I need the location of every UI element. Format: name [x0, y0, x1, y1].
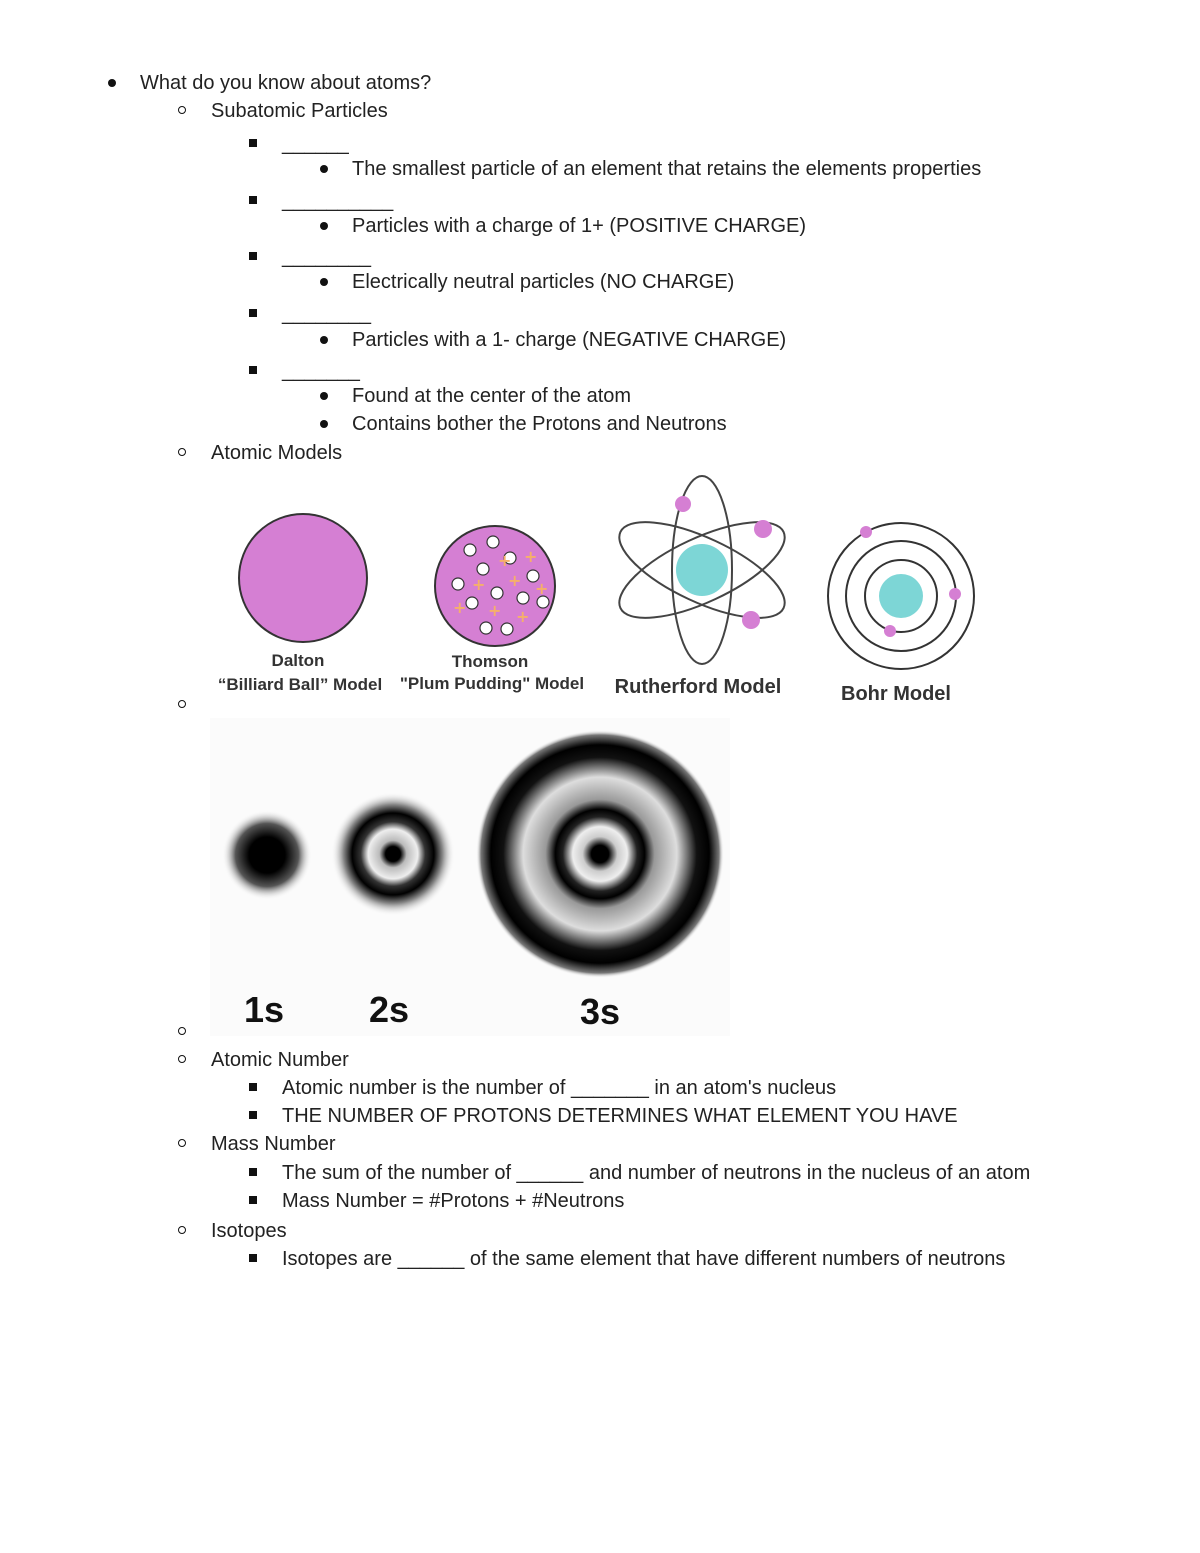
blank-line: ________	[282, 246, 371, 268]
dalton-ball	[239, 514, 367, 642]
svg-text:+: +	[508, 571, 522, 590]
bullet-square-icon	[249, 366, 257, 374]
blank-line: __________	[282, 190, 394, 212]
definition-text: Particles with a charge of 1+ (POSITIVE CHARGE)	[352, 215, 807, 237]
rutherford-electron	[754, 520, 772, 538]
bullet-disc-icon	[320, 278, 328, 286]
definition-text: Isotopes are ______ of the same element that have different numbers of neutrons	[282, 1248, 1006, 1270]
orbital-1s-label: 1s	[243, 989, 285, 1030]
definition-text: The sum of the number of ______ and number of neutrons in the nucleus of an atom	[282, 1162, 1031, 1184]
definition-text: Mass Number = #Protons + #Neutrons	[282, 1190, 625, 1212]
rutherford-electron	[675, 496, 691, 512]
bohr-electron	[860, 526, 872, 538]
section-heading: Isotopes	[211, 1220, 287, 1242]
blank-line: ______	[282, 133, 349, 155]
section-heading: Atomic Number	[211, 1049, 349, 1071]
bullet-square-icon	[249, 1196, 257, 1204]
bullet-square-icon	[249, 1111, 257, 1119]
thomson-caption: Thomson	[451, 652, 529, 671]
blank-line: _______	[282, 360, 360, 382]
bullet-disc-icon	[320, 420, 328, 428]
svg-text:+: +	[453, 598, 467, 617]
question-text: What do you know about atoms?	[140, 72, 432, 94]
section-heading: Mass Number	[211, 1133, 336, 1155]
svg-text:+: +	[498, 551, 512, 570]
bullet-square-icon	[249, 1168, 257, 1176]
dalton-subcaption: “Billiard Ball” Model	[217, 675, 383, 694]
orbitals-figure	[210, 718, 730, 1036]
svg-text:+: +	[488, 601, 502, 620]
definition-text: Electrically neutral particles (NO CHARGE)	[352, 271, 735, 293]
bullet-square-icon	[249, 309, 257, 317]
bullet-circle-icon	[178, 1055, 186, 1063]
bullet-square-icon	[249, 139, 257, 147]
svg-text:+: +	[524, 547, 538, 566]
definition-text: Found at the center of the atom	[352, 385, 632, 407]
bullet-circle-icon	[178, 1226, 186, 1234]
bullet-disc-icon	[320, 222, 328, 230]
thomson-subcaption: "Plum Pudding" Model	[399, 674, 585, 693]
bullet-circle-icon	[178, 1139, 186, 1147]
rutherford-nucleus	[676, 544, 728, 596]
bullet-circle-icon	[178, 106, 186, 114]
orbital-3s-label: 3s	[579, 991, 621, 1032]
definition-text: Particles with a 1- charge (NEGATIVE CHARGE)	[352, 329, 787, 351]
bohr-nucleus	[879, 574, 923, 618]
orbital-3s-cloud	[476, 730, 724, 978]
svg-text:+: +	[472, 575, 486, 594]
bullet-square-icon	[249, 252, 257, 260]
orbital-1s-cloud	[222, 810, 312, 900]
orbital-2s-cloud	[331, 792, 455, 916]
bullet-circle-icon	[178, 700, 186, 708]
bullet-disc-icon	[108, 79, 116, 87]
rutherford-caption: Rutherford Model	[614, 676, 782, 698]
orbital-2s-label: 2s	[368, 989, 410, 1030]
bullet-circle-icon	[178, 448, 186, 456]
svg-text:+: +	[516, 607, 530, 626]
bullet-disc-icon	[320, 336, 328, 344]
bullet-square-icon	[249, 1254, 257, 1262]
bullet-disc-icon	[320, 165, 328, 173]
bohr-caption: Bohr Model	[841, 683, 951, 705]
bullet-disc-icon	[320, 392, 328, 400]
atomic-models-figure	[210, 468, 1000, 708]
section-heading: Subatomic Particles	[211, 100, 388, 122]
bohr-electron	[949, 588, 961, 600]
bullet-square-icon	[249, 1083, 257, 1091]
bullet-circle-icon	[178, 1027, 186, 1035]
definition-text: Atomic number is the number of _______ in an atom's nucleus	[282, 1077, 837, 1099]
section-heading: Atomic Models	[211, 442, 343, 464]
definition-text: Contains bother the Protons and Neutrons	[352, 413, 727, 435]
svg-text:+: +	[535, 579, 549, 598]
definition-text: THE NUMBER OF PROTONS DETERMINES WHAT ELEMENT YOU HAVE	[282, 1105, 958, 1127]
rutherford-electron	[742, 611, 760, 629]
definition-text: The smallest particle of an element that retains the elements properties	[352, 158, 982, 180]
dalton-caption: Dalton	[271, 651, 325, 670]
bohr-electron	[884, 625, 896, 637]
blank-line: ________	[282, 303, 371, 325]
bullet-square-icon	[249, 196, 257, 204]
